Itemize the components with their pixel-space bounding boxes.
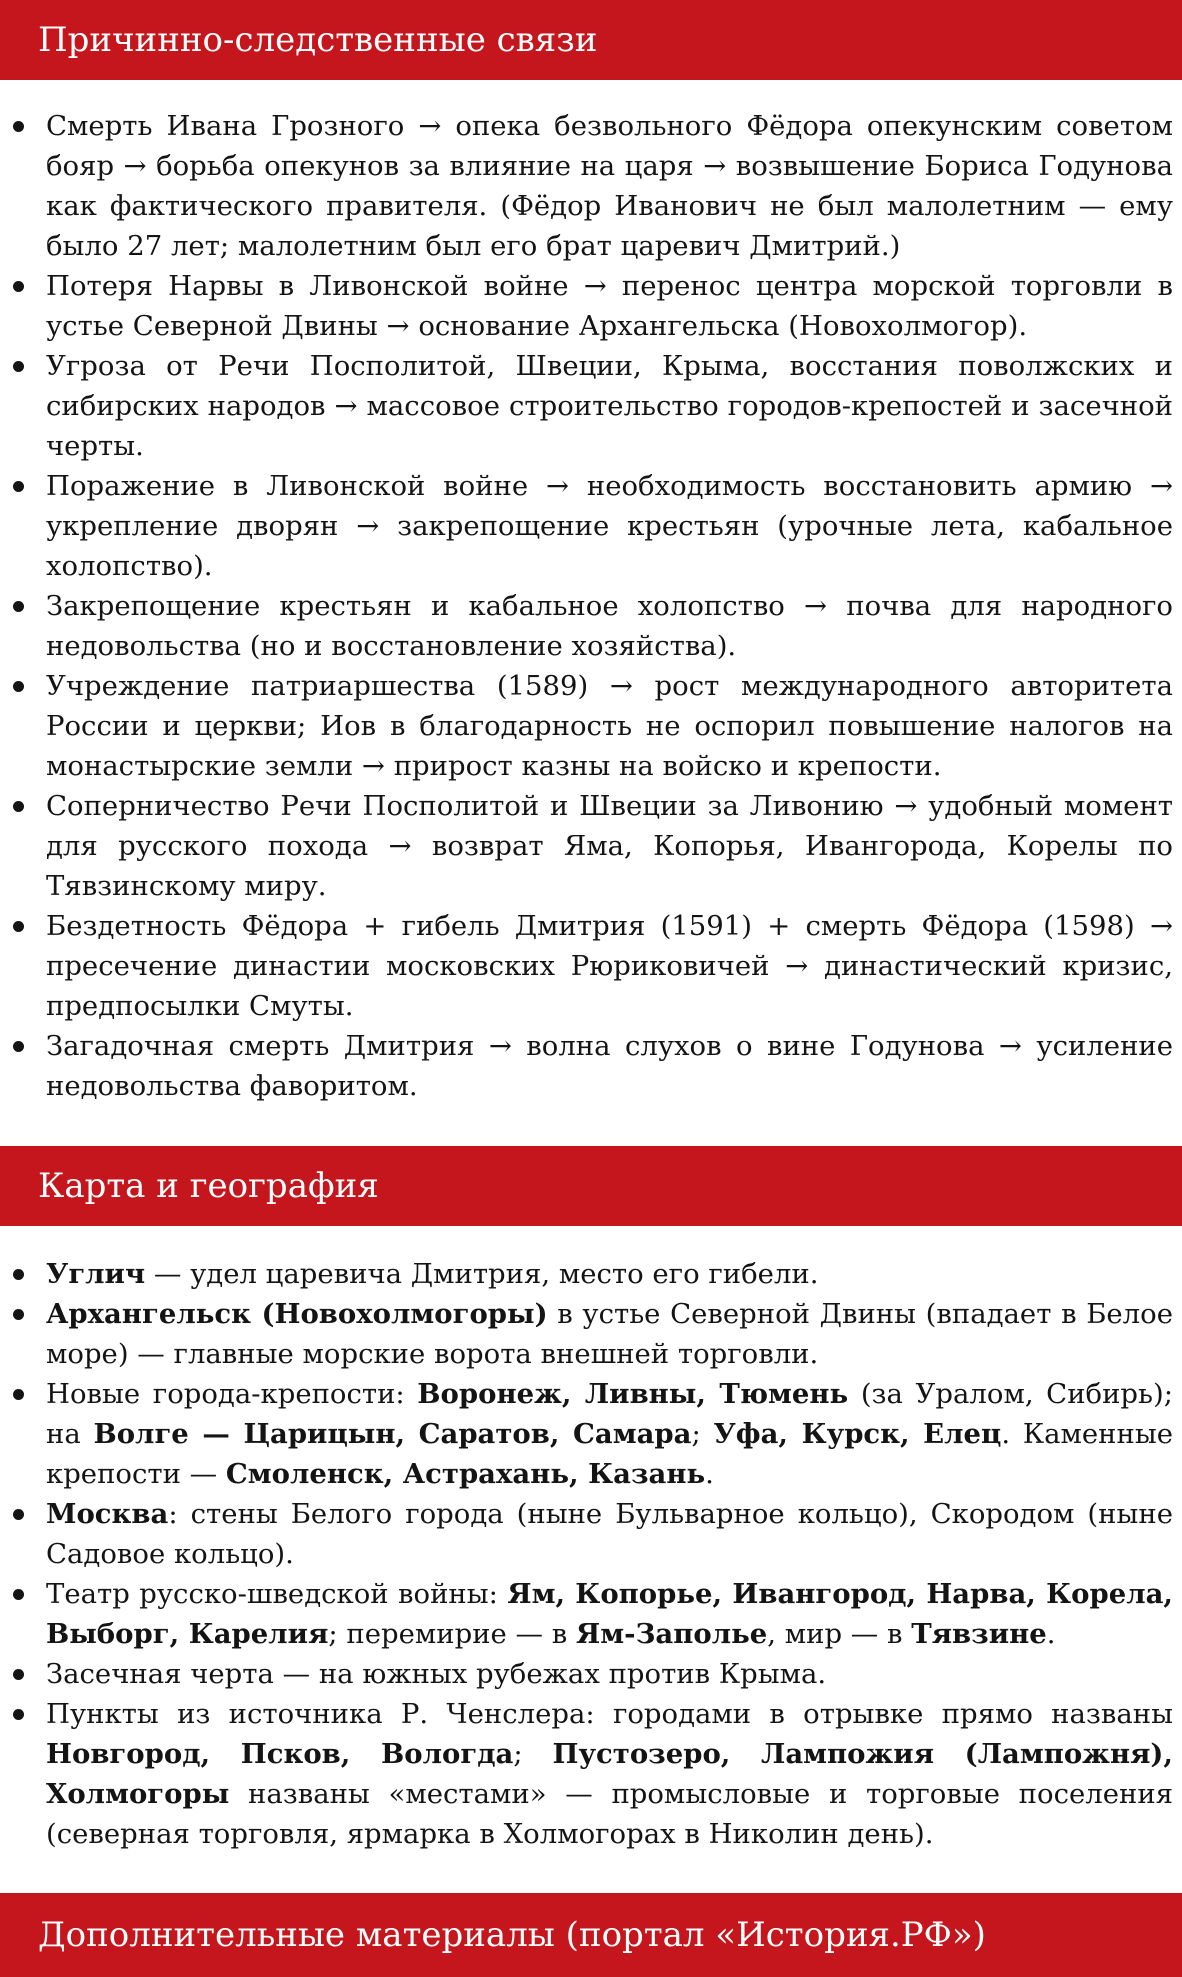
section-title-geography: Карта и география [38,1166,379,1206]
list-item [0,906,1182,1026]
list-item [0,466,1182,586]
bullet-icon [13,281,24,292]
list-item [0,1494,1182,1574]
bullet-icon [13,1269,24,1280]
list-item [0,1374,1182,1494]
bullet-icon [13,1709,24,1720]
section-title-materials: Дополнительные материалы (портал «История.РФ») [38,1915,986,1955]
list-item [0,1654,1182,1694]
bold-term: Волге — Царицын, Саратов, Самара [93,1418,692,1450]
list-item [0,1694,1182,1854]
causes-list [0,106,1182,1106]
bold-term: Воронеж, Ливны, Тюмень [417,1378,849,1410]
item-text: Поражение в Ливонской войне → необходимость восстановить армию → укрепление дворян → закрепощение крестьян (урочные лета, кабальное холопство). [46,470,1173,582]
bold-term: Ям, Копорье, Ивангород, Нарва, Корела, Выборг, Карелия [46,1578,1173,1650]
bullet-icon [13,1309,24,1320]
geography-list [0,1254,1182,1854]
bullet-icon [13,681,24,692]
item-text: Учреждение патриаршества (1589) → рост международного авторитета России и церкви; Иов в благодарность не оспорил повышение налогов на монастырские земли → прирост казны на войско и крепости. [46,670,1173,782]
list-item [0,586,1182,666]
item-text: : стены Белого города (ныне Бульварное кольцо), Скородом (ныне Садовое кольцо). [46,1498,1173,1570]
bullet-icon [13,121,24,132]
bullet-icon [13,1041,24,1052]
item-text: , мир — в [767,1618,912,1650]
section-header-materials [0,1893,1182,1977]
section-header-geography [0,1146,1182,1226]
list-item [0,266,1182,346]
section-title-causes: Причинно-следственные связи [38,20,598,60]
item-text: Бездетность Фёдора + гибель Дмитрия (1591) + смерть Фёдора (1598) → пресечение династии московских Рюриковичей → династический кризис, предпосылки Смуты. [46,910,1173,1022]
bullet-icon [13,921,24,932]
item-text: в устье Северной Двины (впадает в Белое море) — главные морские ворота внешней торговли. [46,1298,1173,1370]
bullet-icon [13,481,24,492]
bullet-icon [13,801,24,812]
bullet-icon [13,1509,24,1520]
bullet-icon [13,1589,24,1600]
item-text: Засечная черта — на южных рубежах против Крыма. [46,1658,827,1690]
item-text: — удел царевича Дмитрия, место его гибели. [145,1258,819,1290]
item-text: Соперничество Речи Посполитой и Швеции за Ливонию → удобный момент для русского похода → возврат Яма, Копорья, Ивангорода, Корелы по Тявзинскому миру. [46,790,1173,902]
bold-term: Москва [46,1498,169,1530]
list-item [0,786,1182,906]
section-header-causes [0,0,1182,80]
item-text: Потеря Нарвы в Ливонской войне → перенос центра морской торговли в устье Северной Двины → основание Архангельска (Новохолмогор). [46,270,1173,342]
list-item [0,1254,1182,1294]
list-item [0,1574,1182,1654]
bold-term: Архангельск (Новохолмогоры) [46,1298,548,1330]
item-text: Закрепощение крестьян и кабальное холопство → почва для народного недовольства (но и восстановление хозяйства). [46,590,1173,662]
bullet-icon [13,601,24,612]
bullet-icon [13,1669,24,1680]
item-text: . Каменные крепости — [46,1418,1173,1490]
bold-term: Углич [46,1258,146,1290]
bold-term: Пустозеро, Лампожия (Лампожня), Холмогоры [46,1738,1173,1810]
item-text: . [1046,1618,1056,1650]
item-text: ; [513,1738,553,1770]
item-text: . [705,1458,714,1490]
list-item [0,106,1182,266]
list-item [0,666,1182,786]
bold-term: Ям-Заполье [576,1618,768,1650]
bullet-icon [13,361,24,372]
list-item [0,346,1182,466]
item-text: (за Уралом, Сибирь); на [46,1378,1173,1450]
bold-term: Уфа, Курск, Елец [713,1418,1002,1450]
bold-term: Смоленск, Астрахань, Казань [225,1458,706,1490]
item-text: ; перемирие — в [328,1618,577,1650]
item-text: названы «местами» — промысловые и торговые поселения (северная торговля, ярмарка в Холмогорах в Николин день). [46,1778,1173,1850]
item-text: Загадочная смерть Дмитрия → волна слухов о вине Годунова → усиление недовольства фаворитом. [46,1030,1173,1102]
bold-term: Новгород, Псков, Вологда [46,1738,514,1770]
item-text: ; [691,1418,714,1450]
item-text: Новые города-крепости: [46,1378,418,1410]
list-item [0,1294,1182,1374]
item-text: Смерть Ивана Грозного → опека безвольного Фёдора опекунским советом бояр → борьба опекунов за влияние на царя → возвышение Бориса Годунова как фактического правителя. (Фёдор Иванович не был малолетним — ему было 27 лет; малолетним был его брат царевич Дмитрий.) [46,110,1173,262]
item-text: Угроза от Речи Посполитой, Швеции, Крыма, восстания поволжских и сибирских народов → массовое строительство городов-крепостей и засечной черты. [46,350,1173,462]
item-text: Пункты из источника Р. Ченслера: городами в отрывке прямо названы [46,1698,1173,1730]
list-item [0,1026,1182,1106]
bold-term: Тявзине [911,1618,1047,1650]
bullet-icon [13,1389,24,1400]
item-text: Театр русско-шведской войны: [46,1578,508,1610]
